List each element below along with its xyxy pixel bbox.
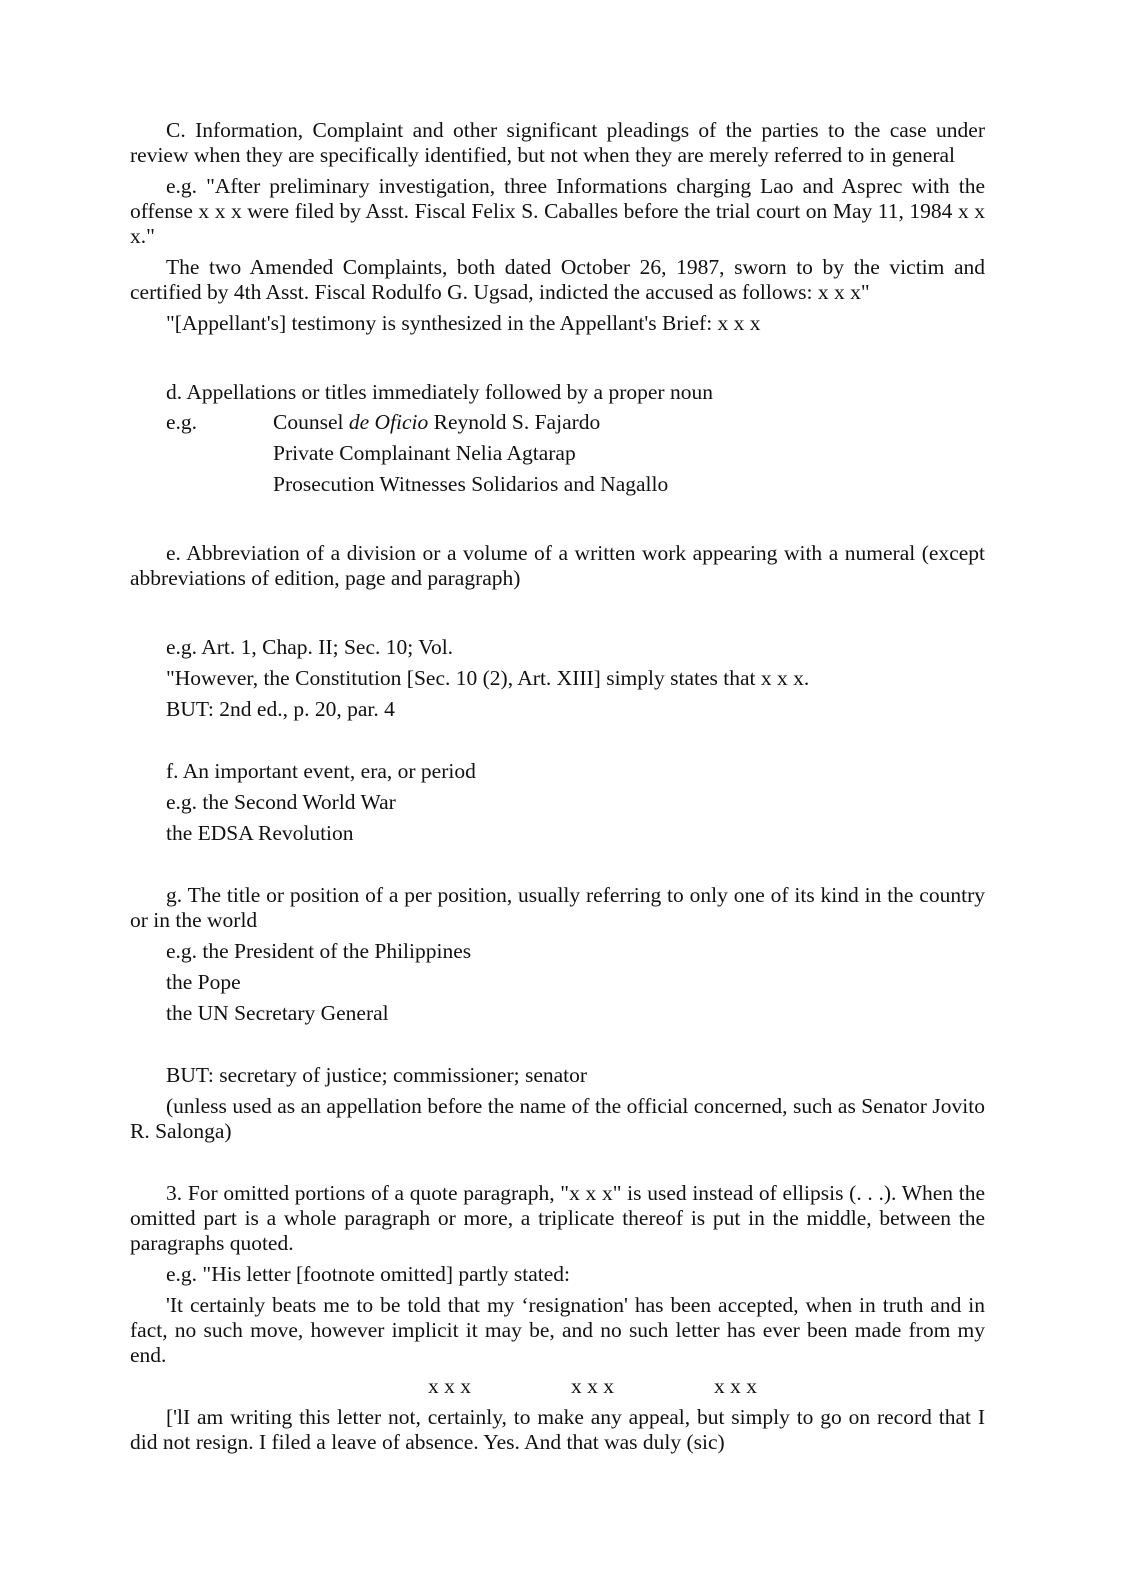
section-d-eg-label: e.g.: [166, 410, 198, 434]
section-3-example-intro: e.g. "His letter [footnote omitted] partly stated:: [166, 1262, 571, 1286]
section-d-line-2: Private Complainant Nelia Agtarap: [273, 441, 576, 465]
section-g-example-2: the Pope: [166, 970, 241, 994]
section-d-line-1-pre: Counsel: [273, 410, 349, 434]
section-3-quote-2: ['lI am writing this letter not, certainly, to make any appeal, but simply to go on record that I did not resign. I filed a leave of absence. Yes. And that was duly (sic): [130, 1405, 985, 1454]
section-c-heading: C. Information, Complaint and other significant pleadings of the parties to the case under review when they are specifically identified, but not when they are merely referred to in general: [130, 118, 985, 167]
section-g-but-line: BUT: secretary of justice; commissioner; senator: [166, 1063, 588, 1087]
section-3-quote-1: 'It certainly beats me to be told that my ‘resignation' has been accepted, when in truth and in fact, no such move, however implicit it may be, and no such letter has ever been made from my end.: [130, 1293, 985, 1367]
section-g-unless-line: (unless used as an appellation before the name of the official concerned, such as Senator Jovito R. Salonga): [130, 1094, 985, 1143]
section-c-example-1: e.g. "After preliminary investigation, three Informations charging Lao and Asprec with the offense x x x were filed by Asst. Fiscal Felix S. Caballes before the trial court on May 11, 1984 x x x.": [130, 174, 985, 248]
section-d-example-row: [130, 410, 985, 435]
triplicate-mark-1: x x x: [428, 1374, 471, 1398]
triplicate-mark-2: x x x: [571, 1374, 614, 1398]
section-f-example-1: e.g. the Second World War: [166, 790, 396, 814]
section-e-heading: e. Abbreviation of a division or a volume of a written work appearing with a numeral (except abbreviations of edition, page and paragraph): [130, 541, 985, 590]
section-f-example-2: the EDSA Revolution: [166, 821, 354, 845]
section-e-example-3: BUT: 2nd ed., p. 20, par. 4: [166, 697, 395, 721]
section-g-example-1: e.g. the President of the Philippines: [166, 939, 472, 963]
section-3-heading: 3. For omitted portions of a quote paragraph, "x x x" is used instead of ellipsis (. . .). When the omitted part is a whole paragraph or more, a triplicate thereof is put in the middle, between the paragraphs quoted.: [130, 1181, 985, 1255]
section-d-line-1-post: Reynold S. Fajardo: [428, 410, 601, 434]
document-page: [130, 118, 985, 1455]
section-d-line-1: [273, 410, 600, 435]
section-d-line-1-italic: de Oficio: [348, 410, 429, 434]
triplicate-mark-3: x x x: [714, 1374, 757, 1398]
section-3-triplicate: [130, 1374, 985, 1399]
section-c-example-2: The two Amended Complaints, both dated October 26, 1987, sworn to by the victim and certified by 4th Asst. Fiscal Rodulfo G. Ugsad, indicted the accused as follows: x x x": [130, 255, 985, 304]
section-c-example-3: "[Appellant's] testimony is synthesized in the Appellant's Brief: x x x: [166, 311, 761, 335]
section-d-line-3: Prosecution Witnesses Solidarios and Nagallo: [273, 472, 669, 496]
section-e-example-2: "However, the Constitution [Sec. 10 (2), Art. XIII] simply states that x x x.: [166, 666, 810, 690]
section-d-heading: d. Appellations or titles immediately followed by a proper noun: [166, 380, 713, 404]
section-e-example-1: e.g. Art. 1, Chap. II; Sec. 10; Vol.: [166, 635, 454, 659]
section-f-heading: f. An important event, era, or period: [166, 759, 476, 783]
section-g-heading: g. The title or position of a per position, usually referring to only one of its kind in the country or in the world: [130, 883, 985, 932]
section-g-example-3: the UN Secretary General: [166, 1001, 389, 1025]
